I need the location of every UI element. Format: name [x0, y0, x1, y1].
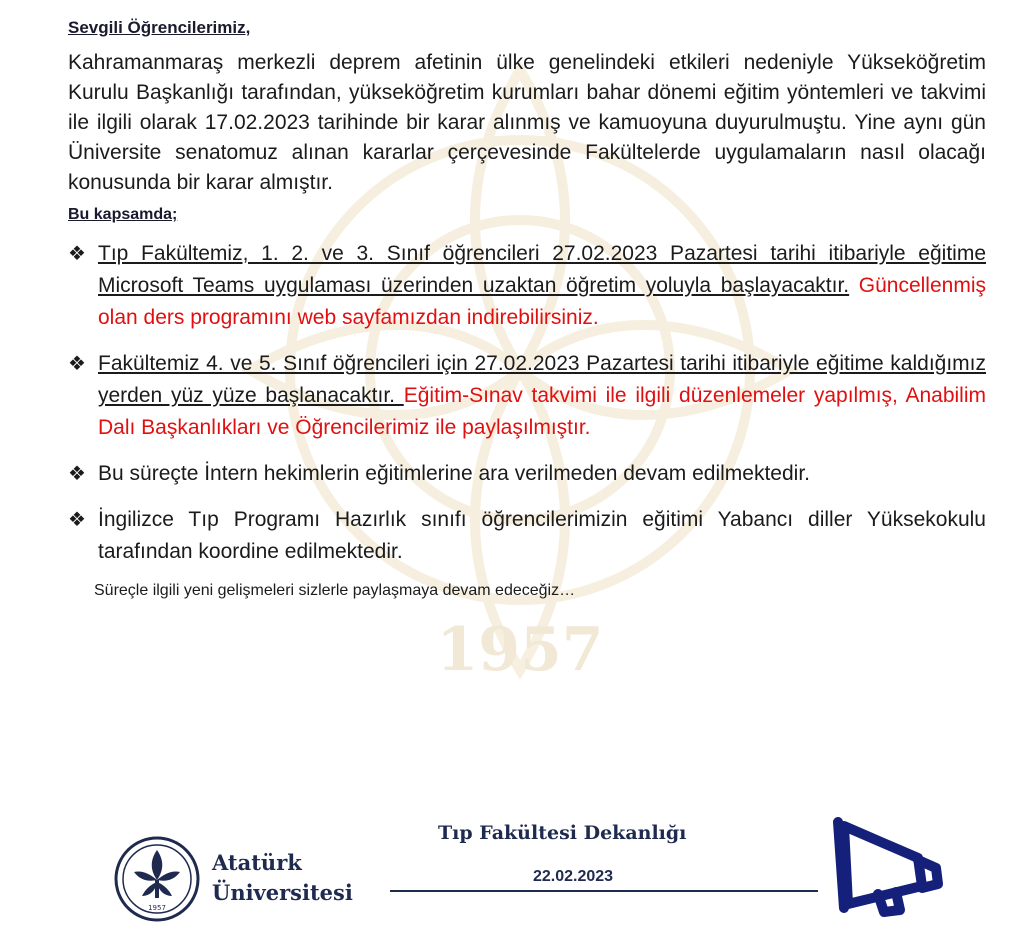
bullet-1-underlined-text: Tıp Fakültemiz, 1. 2. ve 3. Sınıf öğrencileri 27.02.2023 Pazartesi tarihi itibariyle eğitime Microsoft Teams uygulaması üzerinden uzaktan öğretim yoluyla başlayacaktır. [98, 242, 986, 297]
bullet-item-1 [68, 238, 986, 334]
greeting-heading: Sevgili Öğrencilerimiz, [68, 18, 251, 37]
bullet-1-highlight-text: Güncellenmiş olan ders programını web sayfamızdan indirebilirsiniz. [98, 274, 986, 329]
bullet-4-text: İngilizce Tıp Programı Hazırlık sınıfı öğrencilerimizin eğitimi Yabancı diller Yüksekokulu tarafından koordine edilmektedir. [98, 508, 986, 563]
closing-note: Süreçle ilgili yeni gelişmeleri sizlerle paylaşmaya devam edeceğiz… [94, 582, 576, 599]
announcement-date: 22.02.2023 [533, 868, 614, 885]
university-name-line2: Üniversitesi [212, 880, 353, 905]
intro-paragraph: Kahramanmaraş merkezli deprem afetinin ülke genelindeki etkileri nedeniyle Yükseköğretim Kurulu Başkanlığı tarafından, yükseköğretim kurumları bahar dönemi eğitim yöntemleri ve takvimi ile ilgili olarak 17.02.2023 tarihinde bir karar alınmış ve kamuoyuna duyurulmuştu. Yine aynı gün Üniversite senatomuz alınan kararlar çerçevesinde Fakültelerde uygulamaların nasıl olacağı konusunda bir karar almıştır. [68, 51, 986, 194]
bullet-item-4 [68, 504, 986, 568]
bullet-3-text: Bu süreçte İntern hekimlerin eğitimlerine ara verilmeden devam edilmektedir. [98, 462, 810, 485]
dean-office-title: Tıp Fakültesi Dekanlığı [438, 822, 687, 844]
watermark-year: 1957 [436, 615, 604, 685]
megaphone-icon [826, 808, 956, 918]
signature-rule [390, 890, 818, 892]
letter-body [68, 18, 986, 600]
bullet-2-highlight-text: Eğitim-Sınav takvimi ile ilgili düzenlemeler yapılmış, Anabilim Dalı Başkanlıkları ve Öğrencilerimiz ile paylaşılmıştır. [98, 384, 986, 439]
scope-heading: Bu kapsamda; [68, 206, 178, 223]
seal-year: 1957 [148, 904, 166, 912]
bullet-item-3 [68, 458, 986, 490]
signature-footer [0, 800, 1024, 941]
university-name-line1: Atatürk [212, 850, 302, 875]
university-seal-icon [114, 836, 200, 922]
bullet-2-underlined-text: Fakültemiz 4. ve 5. Sınıf öğrencileri için 27.02.2023 Pazartesi tarihi itibariyle eğitime kaldığımız yerden yüz yüze başlanacaktır. [98, 352, 986, 407]
diamond-bullet-icon: ❖ [68, 463, 86, 485]
bullet-item-2 [68, 348, 986, 444]
diamond-bullet-icon: ❖ [68, 243, 86, 265]
university-name [212, 848, 353, 908]
diamond-bullet-icon: ❖ [68, 509, 86, 531]
diamond-bullet-icon: ❖ [68, 353, 86, 375]
